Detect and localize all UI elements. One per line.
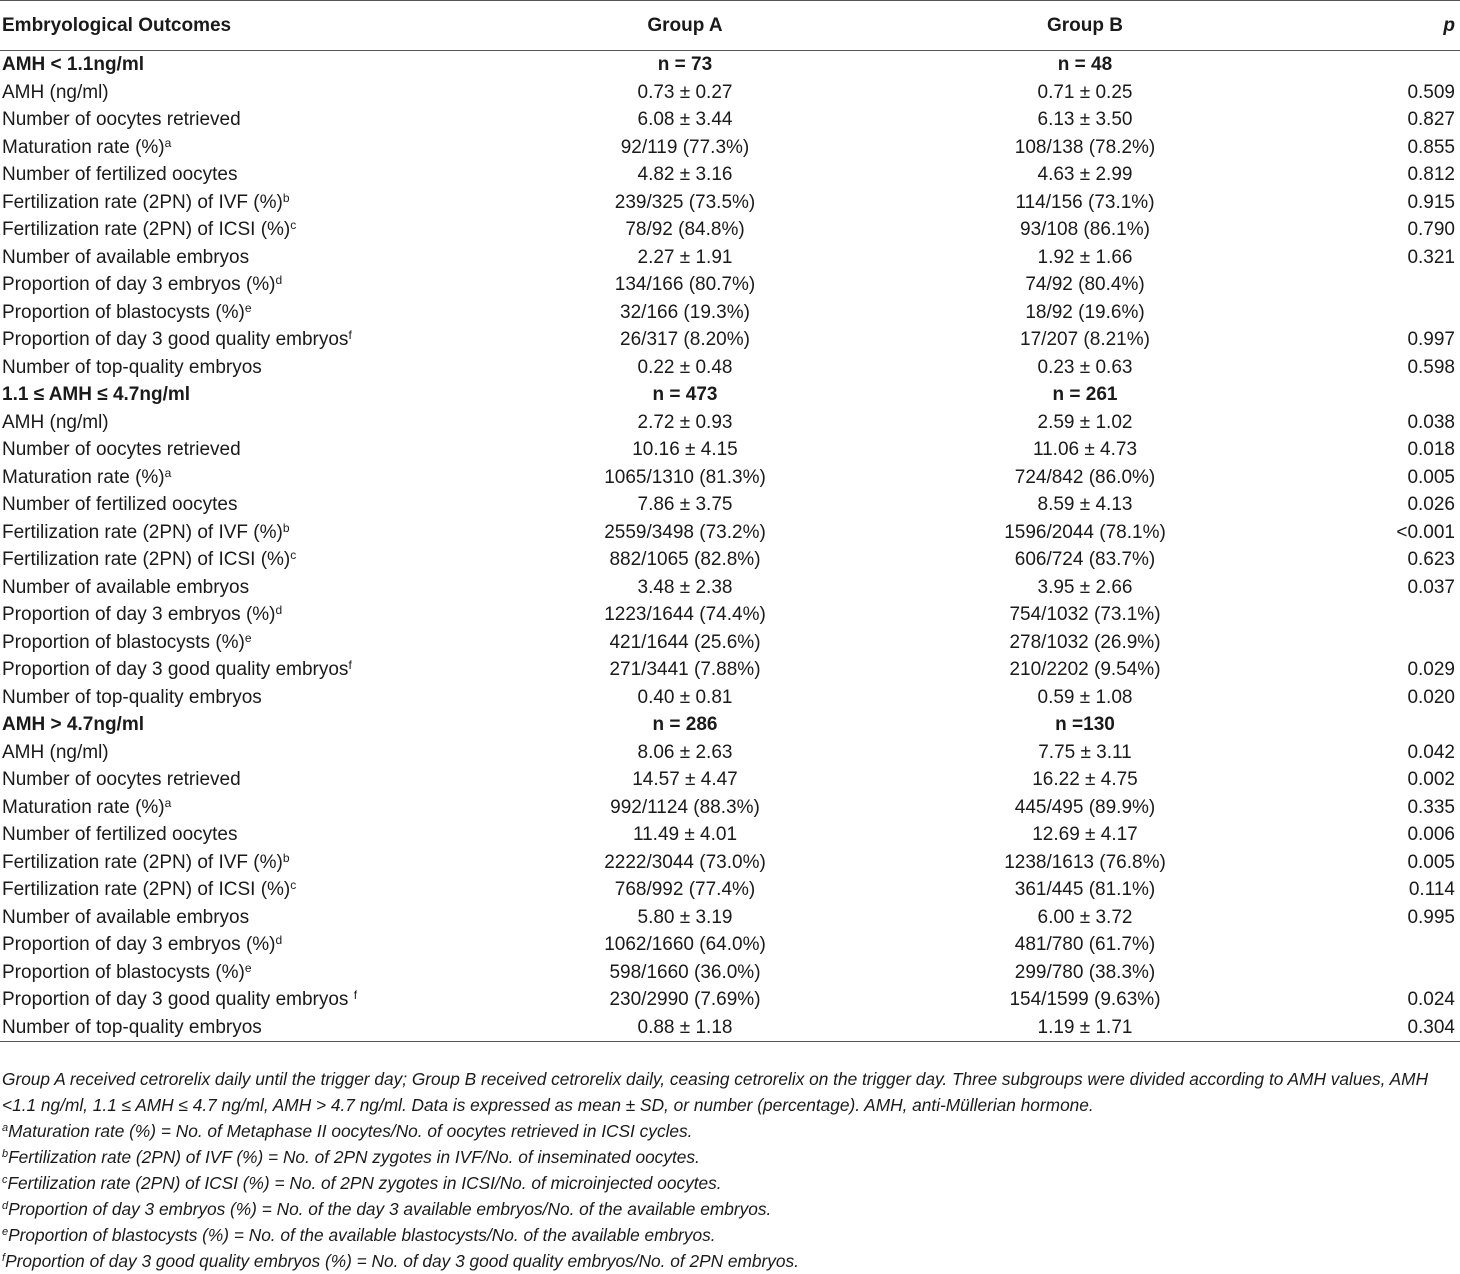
p-value: 0.037 <box>1407 576 1455 598</box>
group-a-value: 11.49 ± 4.01 <box>632 824 738 845</box>
p-value: 0.623 <box>1407 549 1455 570</box>
p-value <box>1305 959 1460 987</box>
table-row <box>0 739 1460 767</box>
p-value: 0.029 <box>1407 659 1455 680</box>
footnote <box>2 1248 1458 1274</box>
group-b-value: 6.00 ± 3.72 <box>1037 906 1133 928</box>
group-a-value: n = 286 <box>652 714 718 735</box>
group-a-value: 0.22 ± 0.48 <box>637 356 733 378</box>
p-value: 0.002 <box>1407 769 1455 790</box>
table-row <box>0 106 1460 134</box>
group-a-value: 230/2990 (7.69%) <box>609 989 761 1010</box>
group-b-value: 18/92 (19.6%) <box>1025 301 1145 323</box>
row-label-text: Proportion of day 3 good quality embryos <box>2 329 349 350</box>
table-row <box>0 766 1460 794</box>
table-row <box>0 161 1460 189</box>
row-label-text: AMH (ng/ml) <box>2 411 109 433</box>
p-value: 0.024 <box>1407 989 1455 1010</box>
p-value: 0.790 <box>1407 219 1455 240</box>
row-label-text: Number of available embryos <box>2 576 250 598</box>
table-row <box>0 271 1460 299</box>
row-label <box>0 519 505 547</box>
row-label <box>0 629 505 657</box>
footnote-marker: f <box>348 328 352 342</box>
group-b-value: 8.59 ± 4.13 <box>1037 494 1133 515</box>
row-label <box>0 381 505 409</box>
table-header <box>0 1 1460 51</box>
group-a-value: 421/1644 (25.6%) <box>609 631 761 653</box>
group-a-value: 0.88 ± 1.18 <box>505 1014 865 1042</box>
row-label <box>0 684 505 712</box>
row-label-text: Proportion of day 3 embryos (%) <box>2 604 276 625</box>
header-group-b: Group B <box>865 1 1305 51</box>
table-row <box>0 821 1460 849</box>
row-label-text: AMH (ng/ml) <box>2 81 109 103</box>
table-row <box>0 546 1460 574</box>
group-b-value: 4.63 ± 2.99 <box>1037 164 1133 185</box>
table-row <box>0 409 1460 437</box>
row-label-text: Number of oocytes retrieved <box>2 769 241 790</box>
p-value: 0.812 <box>1407 164 1455 185</box>
footnote-text: Fertilization rate (2PN) of IVF (%) = No. of 2PN zygotes in IVF/No. of inseminated oocytes. <box>8 1147 700 1167</box>
row-label-text: Fertilization rate (2PN) of ICSI (%) <box>2 879 291 900</box>
table-row <box>0 629 1460 657</box>
group-a-value: 598/1660 (36.0%) <box>609 961 761 983</box>
footnote-marker: a <box>164 135 172 150</box>
row-label-text: Number of oocytes retrieved <box>2 439 241 460</box>
row-label <box>0 766 505 794</box>
row-label-text: Proportion of day 3 embryos (%) <box>2 934 276 955</box>
group-b-value: 445/495 (89.9%) <box>1014 796 1156 818</box>
p-value: 0.042 <box>1407 741 1455 763</box>
row-label <box>0 161 505 189</box>
row-label <box>0 986 505 1014</box>
group-b-value: 108/138 (78.2%) <box>1014 136 1156 158</box>
p-value: 0.827 <box>1407 109 1455 130</box>
p-value: 0.304 <box>1305 1014 1460 1042</box>
row-label-text: Number of available embryos <box>2 906 250 928</box>
group-a-value: n = 473 <box>652 384 718 405</box>
group-b-value: 3.95 ± 2.66 <box>1037 576 1133 598</box>
row-label <box>0 409 505 437</box>
p-value: 0.020 <box>1407 686 1455 708</box>
group-a-value: 992/1124 (88.3%) <box>610 796 760 818</box>
row-label <box>0 436 505 464</box>
group-b-value: n =130 <box>1055 714 1115 735</box>
group-a-value: 3.48 ± 2.38 <box>637 576 733 598</box>
p-value <box>1305 931 1460 959</box>
group-b-value: 606/724 (83.7%) <box>1014 549 1156 570</box>
group-b-value: 481/780 (61.7%) <box>1014 934 1156 955</box>
row-label-text: Fertilization rate (2PN) of IVF (%) <box>2 521 283 543</box>
p-value: 0.598 <box>1407 356 1455 378</box>
table-row <box>0 436 1460 464</box>
group-a-value: 4.82 ± 3.16 <box>637 164 733 185</box>
table-row <box>0 959 1460 987</box>
group-b-value: 361/445 (81.1%) <box>1014 879 1156 900</box>
group-b-value: 11.06 ± 4.73 <box>1032 439 1138 460</box>
p-value: 0.509 <box>1407 81 1455 103</box>
header-group-a: Group A <box>505 1 865 51</box>
p-value: 0.997 <box>1407 329 1455 350</box>
table-row <box>0 189 1460 217</box>
group-b-value: 1.92 ± 1.66 <box>1037 246 1133 268</box>
group-a-value: 271/3441 (7.88%) <box>609 659 761 680</box>
row-label <box>0 1014 505 1042</box>
footnote-marker: c <box>290 218 297 232</box>
group-a-value: n = 73 <box>657 54 713 75</box>
group-a-value: 8.06 ± 2.63 <box>637 741 733 763</box>
row-label-text: Proportion of day 3 good quality embryos <box>2 659 349 680</box>
row-label-text: Fertilization rate (2PN) of IVF (%) <box>2 851 283 873</box>
p-value: 0.005 <box>1407 851 1455 873</box>
table-row <box>0 216 1460 244</box>
footnote-marker: c <box>290 548 297 562</box>
group-a-value: 92/119 (77.3%) <box>620 136 750 158</box>
row-label <box>0 931 505 959</box>
row-label-text: Number of available embryos <box>2 246 250 268</box>
row-label <box>0 51 505 79</box>
table-row <box>0 491 1460 519</box>
table-row <box>0 354 1460 382</box>
row-label <box>0 244 505 272</box>
table-row <box>0 656 1460 684</box>
table-row <box>0 464 1460 492</box>
row-label-text: Proportion of day 3 good quality embryos <box>2 989 354 1010</box>
group-a-value: 2.27 ± 1.91 <box>637 246 733 268</box>
row-label <box>0 601 505 629</box>
row-label-text: AMH (ng/ml) <box>2 741 109 763</box>
table-row <box>0 986 1460 1014</box>
row-label <box>0 326 505 354</box>
group-b-value: 210/2202 (9.54%) <box>1009 659 1161 680</box>
header-row <box>0 1 1460 51</box>
row-label <box>0 904 505 932</box>
footnote-mark: e <box>2 1226 9 1238</box>
footnote <box>2 1144 1458 1170</box>
p-value: 0.006 <box>1407 824 1455 845</box>
group-a-value: 78/92 (84.8%) <box>625 219 745 240</box>
p-value <box>1305 381 1460 409</box>
footnote-marker: e <box>244 300 252 315</box>
group-b-value: 1596/2044 (78.1%) <box>1004 521 1166 543</box>
row-label-text: Number of fertilized oocytes <box>2 494 238 515</box>
row-label-text: Number of fertilized oocytes <box>2 824 238 845</box>
p-value: 0.321 <box>1407 246 1455 268</box>
row-label-text: Fertilization rate (2PN) of ICSI (%) <box>2 219 291 240</box>
row-label <box>0 79 505 107</box>
group-b-value: 7.75 ± 3.11 <box>1038 741 1132 763</box>
group-a-value: 32/166 (19.3%) <box>620 301 750 323</box>
table-row <box>0 244 1460 272</box>
p-value: 0.026 <box>1407 494 1455 515</box>
p-value: 0.114 <box>1408 879 1455 900</box>
footnote <box>2 1196 1458 1222</box>
footnote-marker: b <box>282 190 290 205</box>
group-b-value: 1.19 ± 1.71 <box>865 1014 1305 1042</box>
group-a-value: 2559/3498 (73.2%) <box>604 521 766 543</box>
row-label <box>0 354 505 382</box>
group-b-value: 0.71 ± 0.25 <box>1037 81 1133 103</box>
header-outcomes: Embryological Outcomes <box>0 1 505 51</box>
group-a-value: 7.86 ± 3.75 <box>637 494 733 515</box>
table-row <box>0 794 1460 822</box>
footnote-marker: c <box>290 878 297 892</box>
footnote-marker: b <box>282 850 290 865</box>
group-b-value: 278/1032 (26.9%) <box>1009 631 1161 653</box>
group-a-value: 1065/1310 (81.3%) <box>604 466 766 488</box>
table-row <box>0 1014 1460 1042</box>
footnote-marker: a <box>164 795 172 810</box>
footnote <box>2 1222 1458 1248</box>
footnote-list <box>2 1118 1458 1274</box>
row-label-text: Maturation rate (%) <box>2 466 165 488</box>
group-b-value: 724/842 (86.0%) <box>1014 466 1156 488</box>
p-value <box>1305 601 1460 629</box>
row-label-text: Proportion of day 3 embryos (%) <box>2 274 276 295</box>
group-a-value: 134/166 (80.7%) <box>614 274 756 295</box>
footnote-text: Proportion of day 3 embryos (%) = No. of the day 3 available embryos/No. of the available embryos. <box>8 1199 772 1219</box>
group-a-value: 14.57 ± 4.47 <box>632 769 738 790</box>
row-label <box>0 656 505 684</box>
group-b-value: 2.59 ± 1.02 <box>1037 411 1133 433</box>
footnote-text: Proportion of blastocysts (%) = No. of the available blastocysts/No. of the available embryos. <box>8 1225 716 1245</box>
group-b-value: 74/92 (80.4%) <box>1025 274 1145 295</box>
footnote-mark: b <box>2 1148 9 1160</box>
group-a-value: 5.80 ± 3.19 <box>637 906 733 928</box>
table-row <box>0 931 1460 959</box>
row-label <box>0 959 505 987</box>
footnote <box>2 1118 1458 1144</box>
row-label <box>0 794 505 822</box>
row-label-text: 1.1 ≤ AMH ≤ 4.7ng/ml <box>2 384 191 405</box>
row-label-text: Number of top-quality embryos <box>2 686 262 708</box>
group-a-value: 882/1065 (82.8%) <box>609 549 761 570</box>
table-caption: Group A received cetrorelix daily until the trigger day; Group B received cetrorelix daily, ceasing cetrorelix on the trigger day. Three subgroups were divided according to AMH values, AMH <1.1 ng/ml, 1.1 ≤ AMH ≤ 4.7 ng/ml, AMH > 4.7 ng/ml. Data is expressed as mean ± SD, or number (percentage). AMH, anti-Müllerian hormone. <box>2 1069 1429 1115</box>
group-b-value: n = 261 <box>1052 384 1118 405</box>
row-label <box>0 189 505 217</box>
row-label-text: Number of oocytes retrieved <box>2 109 241 130</box>
row-label <box>0 739 505 767</box>
footnote-marker: e <box>244 630 252 645</box>
row-label-text: Maturation rate (%) <box>2 796 165 818</box>
group-b-value: 17/207 (8.21%) <box>1020 329 1150 350</box>
table-row <box>0 684 1460 712</box>
footnote-marker: f <box>348 658 352 672</box>
group-a-value: 2222/3044 (73.0%) <box>604 851 766 873</box>
group-a-value: 0.73 ± 0.27 <box>637 81 733 103</box>
table-row <box>0 904 1460 932</box>
group-b-value: 1238/1613 (76.8%) <box>1004 851 1166 873</box>
section-row <box>0 51 1460 79</box>
group-b-value: 6.13 ± 3.50 <box>1037 109 1133 130</box>
row-label <box>0 134 505 162</box>
table-row <box>0 876 1460 904</box>
table-row <box>0 299 1460 327</box>
row-label <box>0 821 505 849</box>
group-b-value: n = 48 <box>1057 54 1113 75</box>
row-label <box>0 271 505 299</box>
group-b-value: 299/780 (38.3%) <box>1014 961 1156 983</box>
row-label-text: Maturation rate (%) <box>2 136 165 158</box>
group-a-value: 239/325 (73.5%) <box>614 191 756 213</box>
footnote-marker: d <box>275 603 283 617</box>
table-row <box>0 326 1460 354</box>
group-a-value: 10.16 ± 4.15 <box>632 439 738 460</box>
row-label <box>0 876 505 904</box>
row-label <box>0 216 505 244</box>
row-label-text: AMH > 4.7ng/ml <box>2 714 144 735</box>
p-value <box>1305 271 1460 299</box>
table-body <box>0 51 1460 1042</box>
table-row <box>0 134 1460 162</box>
p-value: <0.001 <box>1396 521 1455 543</box>
row-label <box>0 849 505 877</box>
section-row <box>0 381 1460 409</box>
footnote-mark: f <box>2 1252 6 1264</box>
group-a-value: 1223/1644 (74.4%) <box>604 604 766 625</box>
footnote-mark: a <box>2 1122 9 1134</box>
group-a-value: 768/992 (77.4%) <box>614 879 756 900</box>
group-a-value: 6.08 ± 3.44 <box>637 109 733 130</box>
footnote-marker: f <box>353 988 358 1002</box>
p-value <box>1305 51 1460 79</box>
p-value: 0.038 <box>1407 411 1455 433</box>
header-p-value: p <box>1305 1 1460 51</box>
group-a-value: 2.72 ± 0.93 <box>637 411 733 433</box>
p-value: 0.018 <box>1407 439 1455 460</box>
footnote-marker: a <box>164 465 172 480</box>
row-label-text: Fertilization rate (2PN) of IVF (%) <box>2 191 283 213</box>
row-label <box>0 299 505 327</box>
group-a-value: 26/317 (8.20%) <box>620 329 750 350</box>
row-label <box>0 711 505 739</box>
group-b-value: 154/1599 (9.63%) <box>1009 989 1161 1010</box>
footnote-mark: c <box>2 1174 8 1186</box>
p-value <box>1305 299 1460 327</box>
group-a-value: 1062/1660 (64.0%) <box>604 934 766 955</box>
section-row <box>0 711 1460 739</box>
group-b-value: 754/1032 (73.1%) <box>1009 604 1161 625</box>
p-value: 0.995 <box>1407 906 1455 928</box>
p-value: 0.335 <box>1407 796 1455 818</box>
footnote-marker: d <box>275 933 283 947</box>
p-value: 0.005 <box>1407 466 1455 488</box>
row-label <box>0 491 505 519</box>
row-label-text: Proportion of blastocysts (%) <box>2 301 245 323</box>
row-label-text: Number of top-quality embryos <box>2 1016 262 1038</box>
group-b-value: 114/156 (73.1%) <box>1015 191 1155 213</box>
p-value <box>1305 711 1460 739</box>
footnote <box>2 1170 1458 1196</box>
group-b-value: 93/108 (86.1%) <box>1020 219 1150 240</box>
footnote-text: Maturation rate (%) = No. of Metaphase II oocytes/No. of oocytes retrieved in ICSI cycles. <box>8 1121 693 1141</box>
footnote-text: Proportion of day 3 good quality embryos (%) = No. of day 3 good quality embryos/No. of 2PN embryos. <box>5 1251 799 1271</box>
table-row <box>0 519 1460 547</box>
table-row <box>0 601 1460 629</box>
row-label-text: Number of fertilized oocytes <box>2 164 238 185</box>
group-b-value: 0.59 ± 1.08 <box>1037 686 1133 708</box>
row-label-text: Proportion of blastocysts (%) <box>2 961 245 983</box>
group-a-value: 0.40 ± 0.81 <box>637 686 733 708</box>
row-label <box>0 106 505 134</box>
row-label-text: Fertilization rate (2PN) of ICSI (%) <box>2 549 291 570</box>
group-b-value: 16.22 ± 4.75 <box>1032 769 1138 790</box>
row-label <box>0 546 505 574</box>
row-label <box>0 574 505 602</box>
footnote-marker: b <box>282 520 290 535</box>
row-label-text: AMH < 1.1ng/ml <box>2 54 144 75</box>
group-b-value: 0.23 ± 0.63 <box>1037 356 1133 378</box>
row-label <box>0 464 505 492</box>
table-notes <box>2 1066 1458 1274</box>
footnote-marker: d <box>275 273 283 287</box>
row-label-text: Proportion of blastocysts (%) <box>2 631 245 653</box>
p-value: 0.855 <box>1407 136 1455 158</box>
p-value: 0.915 <box>1407 191 1455 213</box>
table-row <box>0 79 1460 107</box>
footnote-mark: d <box>2 1200 9 1212</box>
p-value <box>1305 629 1460 657</box>
group-b-value: 12.69 ± 4.17 <box>1032 824 1138 845</box>
table-row <box>0 574 1460 602</box>
table-row <box>0 849 1460 877</box>
footnote-text: Fertilization rate (2PN) of ICSI (%) = No. of 2PN zygotes in ICSI/No. of microinjected oocytes. <box>7 1173 722 1193</box>
footnote-marker: e <box>244 960 252 975</box>
row-label-text: Number of top-quality embryos <box>2 356 262 378</box>
